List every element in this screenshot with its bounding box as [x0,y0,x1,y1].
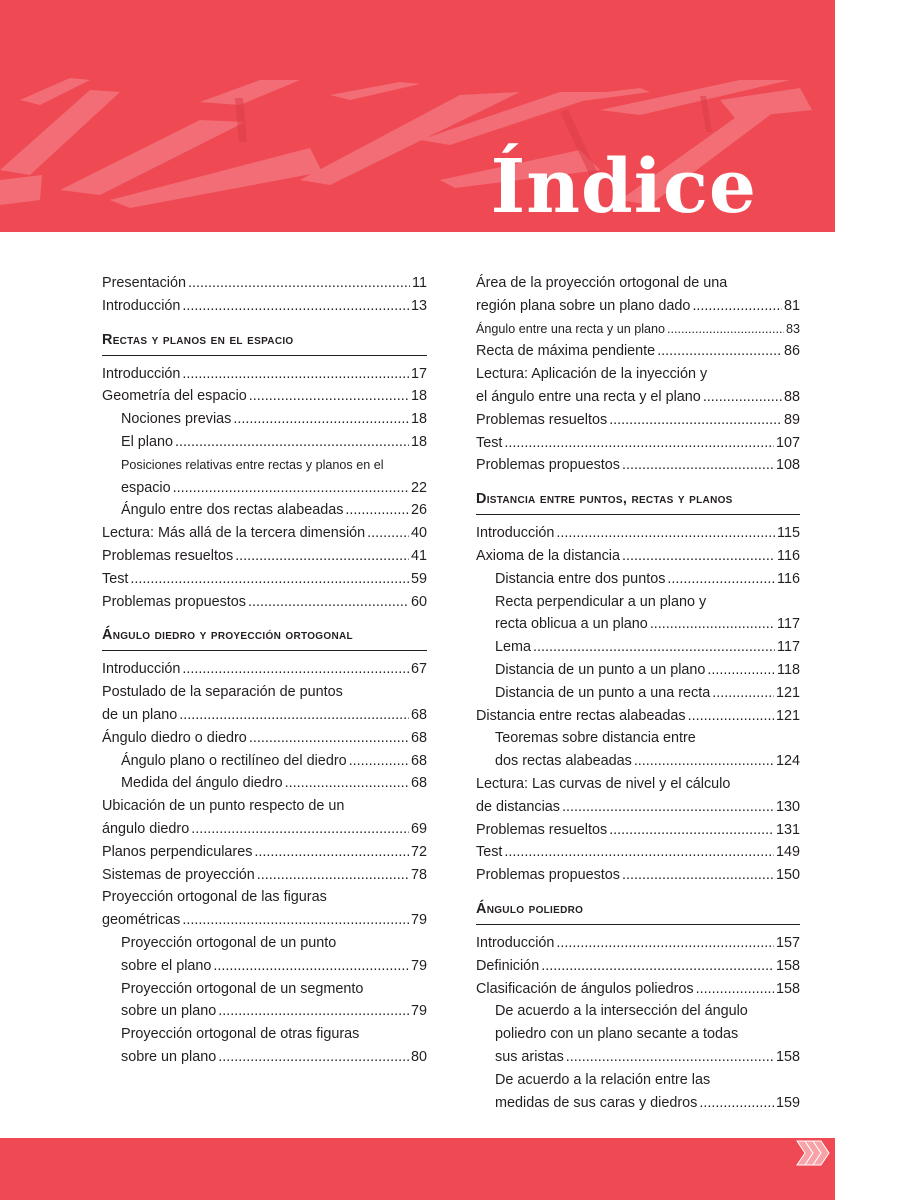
toc-entry[interactable] [121,477,427,500]
triple-chevron-right-icon[interactable] [795,1138,835,1168]
toc-entry-title: Problemas propuestos [102,593,246,610]
toc-entry[interactable] [102,864,427,887]
toc-entry-title: dos rectas alabeadas [495,753,632,770]
toc-entry-title: de un plano [102,707,178,723]
dot-leader [182,363,409,386]
toc-entry-line [102,795,427,818]
toc-entry-line [102,886,427,909]
toc-entry[interactable] [495,750,800,773]
dot-leader [218,1000,409,1023]
dot-leader [233,408,409,431]
toc-entry[interactable] [102,841,427,864]
dot-leader [179,704,409,727]
toc-page-number: 159 [775,1094,800,1111]
toc-entry[interactable] [476,545,800,568]
dot-leader [622,454,774,477]
toc-page-number: 67 [410,661,427,678]
dot-leader [541,955,774,978]
dot-leader [634,750,774,773]
toc-page-number: 107 [775,434,800,451]
dot-leader [218,1046,409,1069]
toc-entry-line [102,681,427,704]
toc-page-number: 60 [410,593,427,610]
dot-leader [257,864,409,887]
dot-leader [188,272,410,295]
section-heading-text: Ángulo poliedro [476,901,584,917]
dot-leader [213,955,409,978]
toc-entry[interactable] [495,613,800,636]
dot-leader [191,818,409,841]
toc-entry[interactable] [102,568,427,591]
dot-leader [367,522,409,545]
toc-page-number: 108 [775,457,800,474]
toc-entry-title: De acuerdo a la relación entre las [495,1071,711,1088]
dot-leader [249,727,409,750]
toc-page-number: 121 [775,707,800,724]
toc-page-number: 22 [410,479,427,496]
toc-entry[interactable] [476,340,800,363]
toc-entry[interactable] [102,704,427,727]
dot-leader [182,658,409,681]
toc-entry-title: Definición [476,957,540,974]
toc-entry-title: Ángulo entre una recta y un plano [476,321,666,336]
toc-entry-line [476,272,800,295]
toc-page-number: 78 [410,866,427,883]
toc-entry-title: Introducción [476,935,555,951]
toc-page-number: 124 [775,753,800,770]
toc-entry-title: de distancias [476,798,560,815]
toc-page-number: 88 [783,389,800,405]
toc-entry-title: poliedro con un plano secante a todas [495,1026,739,1043]
dot-leader [556,522,775,545]
toc-entry-title: Clasificación de ángulos poliedros [476,980,694,997]
toc-entry-title: Nociones previas [121,411,232,428]
toc-entry-title: Teoremas sobre distancia entre [495,730,696,747]
dot-leader [182,909,409,932]
toc-entry-title: Sistemas de proyección [102,866,255,883]
toc-entry[interactable] [495,682,800,705]
toc-entry-title: Distancia entre rectas alabeadas [476,707,686,724]
toc-entry-title: Test [476,844,503,861]
toc-entry-title: Proyección ortogonal de un segmento [121,980,364,997]
toc-entry-title: Lema [495,639,531,656]
toc-entry[interactable] [476,295,800,318]
header-banner [0,0,835,232]
section-heading [102,329,427,356]
toc-entry[interactable] [102,727,427,750]
toc-entry[interactable] [121,499,427,522]
toc-entry[interactable] [121,955,427,978]
toc-entry-title: Presentación [102,275,186,291]
toc-page-number: 69 [410,821,427,837]
toc-entry-title: medidas de sus caras y diedros [495,1094,698,1111]
toc-entry-title: Problemas propuestos [476,867,620,884]
toc-entry-title: Problemas propuestos [476,457,620,474]
toc-entry-title: Distancia entre dos puntos [495,570,666,587]
toc-page-number: 72 [410,843,427,860]
dot-leader [349,750,409,773]
toc-entry[interactable] [476,796,800,819]
toc-entry[interactable] [476,522,800,545]
toc-entry[interactable] [121,408,427,431]
toc-entry[interactable] [495,568,800,591]
toc-entry-title: Problemas resueltos [476,821,608,838]
toc-entry[interactable] [102,658,427,681]
toc-entry[interactable] [476,386,800,409]
toc-entry-title: Ángulo plano o rectilíneo del diedro [121,752,347,769]
dot-leader [609,819,774,842]
toc-entry-title: Geometría del espacio [102,388,247,405]
toc-page-number: 157 [775,935,800,951]
dot-leader [235,545,409,568]
toc-entry-title: geométricas [102,912,181,929]
toc-entry-line [476,363,800,386]
toc-entry-title: espacio [121,479,171,496]
toc-page-number: 18 [410,388,427,405]
toc-entry-title: Problemas resueltos [476,411,608,428]
dot-leader [696,978,774,1001]
toc-page-number: 158 [775,957,800,974]
section-heading [102,624,427,651]
toc-entry-title: Introducción [476,525,555,542]
dot-leader [533,636,775,659]
toc-entry-title: Distancia de un punto a un plano [495,662,706,678]
section-heading [476,898,800,925]
dot-leader [622,864,774,887]
toc-entry[interactable] [102,545,427,568]
toc-page-number: 118 [777,662,800,678]
toc-page-number: 115 [777,525,800,542]
toc-page-number: 131 [775,821,800,838]
dot-leader [130,568,409,591]
toc-entry-line [495,727,800,750]
dot-leader [504,841,774,864]
dot-leader [712,682,774,705]
toc-entry-title: Lectura: Las curvas de nivel y el cálculo [476,776,731,792]
dot-leader [622,545,775,568]
dot-leader [609,409,782,432]
toc-entry-line [495,591,800,614]
toc-entry[interactable] [102,909,427,932]
toc-page-number: 89 [783,411,800,428]
toc-entry-line [121,454,427,477]
toc-entry-title: Introducción [102,661,181,678]
toc-entry[interactable] [102,522,427,545]
toc-entry[interactable] [102,818,427,841]
toc-page-number: 68 [410,707,427,723]
toc-entry[interactable] [121,1046,427,1069]
toc-entry-title: Proyección ortogonal de otras figuras [121,1026,360,1043]
toc-entry-title: ángulo diedro [102,821,190,837]
dot-leader [249,385,409,408]
toc-entry-title: Posiciones relativas entre rectas y planos en el [121,457,384,472]
toc-entry-title: Postulado de la separación de puntos [102,684,343,701]
toc-entry-title: el ángulo entre una recta y el plano [476,389,701,405]
toc-page-number: 18 [410,411,427,428]
dot-leader [703,386,782,409]
toc-entry-title: Medida del ángulo diedro [121,775,283,792]
toc-entry-title: Lectura: Aplicación de la inyección y [476,366,708,383]
dot-leader [566,1046,774,1069]
toc-entry[interactable] [476,955,800,978]
toc-entry-title: Lectura: Más allá de la tercera dimensión [102,525,366,542]
toc-page-number: 79 [410,957,427,974]
toc-entry-title: Ubicación de un punto respecto de un [102,798,345,815]
toc-page-number: 158 [775,980,800,997]
section-heading-text: Ángulo diedro y proyección ortogonal [102,627,353,644]
toc-entry[interactable] [476,432,800,455]
dot-leader [692,295,782,318]
dot-leader [248,591,409,614]
toc-entry[interactable] [476,819,800,842]
toc-entry[interactable] [102,272,427,295]
toc-page-number: 68 [410,729,427,746]
footer-bar [0,1138,793,1200]
dot-leader [285,772,409,795]
toc-entry-title: De acuerdo a la intersección del ángulo [495,1003,748,1020]
toc-entry-title: Axioma de la distancia [476,548,620,564]
toc-entry[interactable] [102,363,427,386]
toc-entry[interactable] [495,1046,800,1069]
toc-entry-line [121,1023,427,1046]
toc-entry-title: Proyección ortogonal de las figuras [102,889,327,906]
toc-entry[interactable] [495,659,800,682]
toc-page-number: 150 [775,867,800,884]
toc-entry[interactable] [476,409,800,432]
toc-entry-title: Planos perpendiculares [102,843,253,860]
toc-entry-title: Área de la proyección ortogonal de una [476,275,728,291]
dot-leader [707,659,775,682]
toc-page-number: 117 [777,639,800,656]
toc-page-number: 130 [775,798,800,815]
dot-leader [562,796,774,819]
toc-entry-line [495,1023,800,1046]
toc-entry[interactable] [476,705,800,728]
toc-entry-title: Recta de máxima pendiente [476,343,656,360]
toc-page-number: 81 [783,297,800,314]
toc-entry[interactable] [121,1000,427,1023]
toc-page-number: 149 [775,844,800,861]
toc-page-number: 13 [410,297,427,314]
toc-entry-title: Ángulo diedro o diedro [102,729,247,746]
toc-entry[interactable] [102,591,427,614]
toc-entry-title: sobre un plano [121,1049,217,1065]
toc-page-number: 68 [410,775,427,792]
toc-entry-title: sus aristas [495,1049,564,1065]
dot-leader [345,499,409,522]
toc-page-number: 117 [777,616,800,633]
toc-entry-title: sobre el plano [121,957,212,974]
toc-entry-title: El plano [121,434,174,450]
toc-entry-line [121,978,427,1001]
toc-entry[interactable] [476,318,800,341]
toc-entry-title: región plana sobre un plano dado [476,297,691,314]
dot-leader [504,432,774,455]
toc-page-number: 116 [777,570,800,587]
toc-entry-title: Distancia de un punto a una recta [495,684,711,701]
toc-page-number: 68 [410,752,427,769]
dot-leader [688,705,774,728]
dot-leader [182,295,409,318]
toc-page-number: 59 [410,570,427,587]
toc-page-number: 158 [775,1049,800,1065]
page-title: Índice [490,144,757,230]
dot-leader [667,568,775,591]
toc-entry-title: Ángulo entre dos rectas alabeadas [121,502,344,519]
toc-entry[interactable] [495,1092,800,1115]
toc-entry-title: Proyección ortogonal de un punto [121,935,337,951]
toc-entry[interactable] [476,841,800,864]
toc-entry[interactable] [476,978,800,1001]
toc-entry-title: Test [102,570,129,587]
section-heading-text: Distancia entre puntos, rectas y planos [476,491,733,508]
toc-entry[interactable] [495,636,800,659]
toc-page-number: 11 [412,275,427,291]
toc-entry[interactable] [476,864,800,887]
dot-leader [657,340,782,363]
toc-entry-line [476,773,800,796]
toc-entry[interactable] [476,454,800,477]
toc-page-number: 79 [410,912,427,929]
dot-leader [650,613,775,636]
toc-entry-title: Problemas resueltos [102,548,234,564]
toc-entry[interactable] [121,431,427,454]
section-heading [476,488,800,515]
toc-entry[interactable] [102,385,427,408]
toc-page-number: 40 [410,525,427,542]
toc-page-number: 26 [410,502,427,519]
toc-entry-line [495,1000,800,1023]
toc-entry-line [121,932,427,955]
section-heading-text: Rectas y planos en el espacio [102,331,294,348]
dot-leader [254,841,409,864]
toc-entry-line [495,1069,800,1092]
toc-entry-title: Introducción [102,297,181,314]
toc-entry[interactable] [102,295,427,318]
dot-leader [175,431,409,454]
toc-page-number: 80 [410,1049,427,1065]
dot-leader [667,318,784,341]
toc-entry[interactable] [476,932,800,955]
toc-page-number: 116 [777,548,800,564]
toc-entry-title: Introducción [102,365,181,382]
dot-leader [556,932,774,955]
toc-entry-title: Test [476,434,503,451]
toc-page-number: 41 [410,548,427,564]
toc-entry[interactable] [121,772,427,795]
toc-entry[interactable] [121,750,427,773]
toc-page-number: 86 [783,343,800,360]
dot-leader [699,1092,774,1115]
toc-entry-title: Recta perpendicular a un plano y [495,593,707,610]
toc-page-number: 83 [785,321,800,336]
toc-page-number: 18 [410,434,427,450]
toc-entry-title: recta oblicua a un plano [495,616,648,633]
toc-page-number: 121 [775,684,800,701]
dot-leader [173,477,409,500]
toc-page-number: 17 [410,365,427,382]
toc-page-number: 79 [410,1003,427,1020]
toc-entry-title: sobre un plano [121,1003,217,1020]
